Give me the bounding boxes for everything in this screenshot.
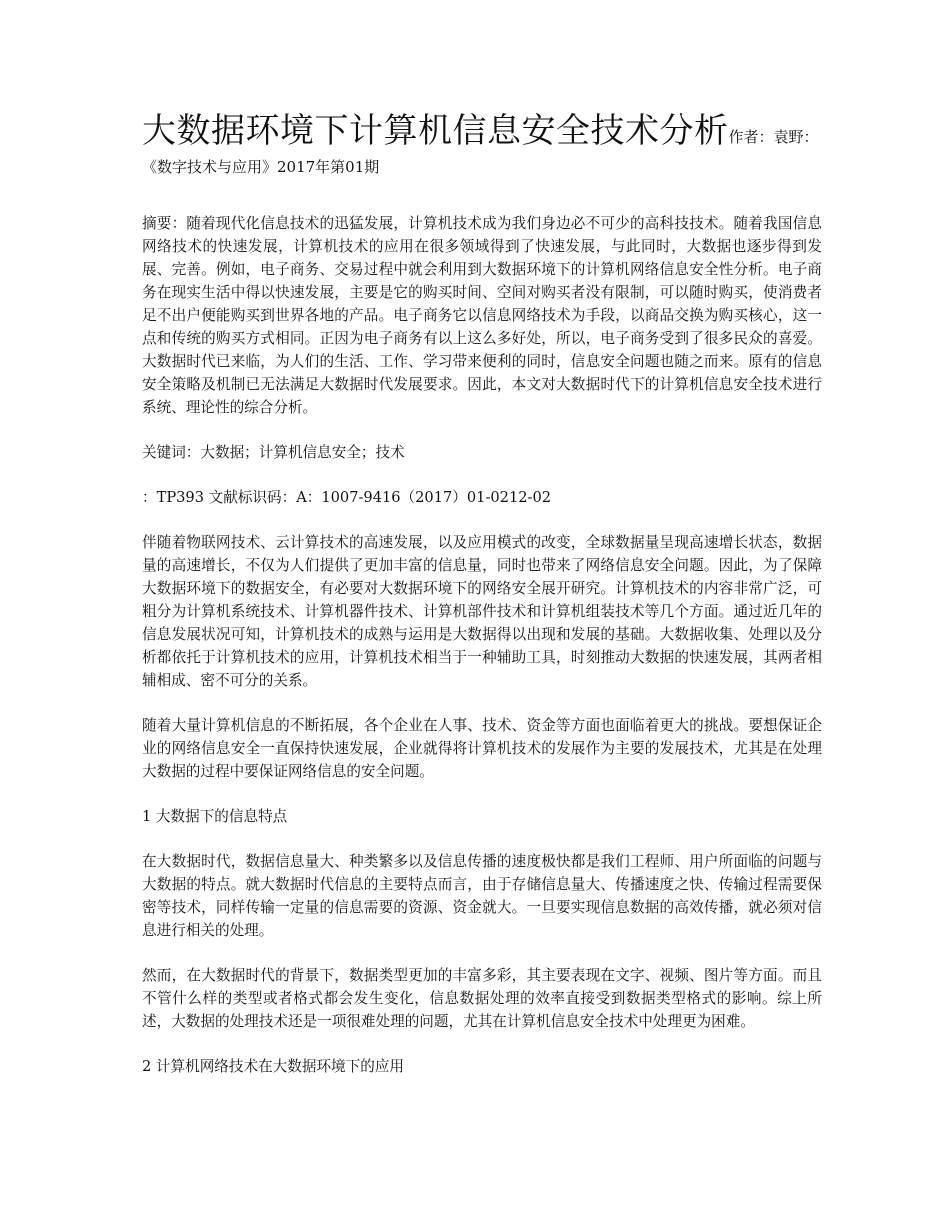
body-paragraph: 在大数据时代，数据信息量大、种类繁多以及信息传播的速度极快都是我们工程师、用户所面临的问题与大数据的特点。就大数据时代信息的主要特点而言，由于存储信息量大、传播速度之快、传输过程需要保密等技术，同样传输一定量的信息需要的资源、资金就大。一旦要实现信息数据的高效传播，就必须对信息进行相关的处理。 <box>142 853 822 939</box>
article-author: 作者：袁野： <box>728 128 819 146</box>
abstract: 摘要：随着现代化信息技术的迅猛发展，计算机技术成为我们身边必不可少的高科技技术。随着我国信息网络技术的快速发展，计算机技术的应用在很多领域得到了快速发展，与此同时，大数据也逐步得到发展、完善。例如，电子商务、交易过程中就会利用到大数据环境下的计算机网络信息安全性分析。电子商务在现实生活中得以快速发展，主要是它的购买时间、空间对购买者没有限制，可以随时购买，使消费者足不出户便能购买到世界各地的产品。电子商务它以信息网络技术为手段，以商品交换为购买核心，这一点和传统的购买方式相同。正因为电子商务有以上这么多好处，所以，电子商务受到了很多民众的喜爱。大数据时代已来临，为人们的生活、工作、学习带来便利的同时，信息安全问题也随之而来。原有的信息安全策略及机制已无法满足大数据时代发展要求。因此，本文对大数据时代下的计算机信息安全技术进行系统、理论性的综合分析。 <box>142 215 822 416</box>
section-heading: 1 大数据下的信息特点 <box>142 808 288 825</box>
title-block <box>142 108 822 180</box>
keywords: 关键词：大数据；计算机信息安全；技术 <box>142 444 405 461</box>
body-paragraph: 然而，在大数据时代的背景下，数据类型更加的丰富多彩，其主要表现在文字、视频、图片等方面。而且不管什么样的类型或者格式都会发生变化，信息数据处理的效率直接受到数据类型格式的影响。综上所述，大数据的处理技术还是一项很难处理的问题，尤其在计算机信息安全技术中处理更为困难。 <box>142 967 822 1030</box>
section-heading: 2 计算机网络技术在大数据环境下的应用 <box>142 1058 405 1075</box>
document-page <box>142 108 822 1100</box>
article-title: 大数据环境下计算机信息安全技术分析 <box>142 111 729 151</box>
body-paragraph: 伴随着物联网技术、云计算技术的高速发展，以及应用模式的改变，全球数据量呈现高速增长状态，数据量的高速增长，不仅为人们提供了更加丰富的信息量，同时也带来了网络信息安全问题。因此，为了保障大数据环境下的数据安全，有必要对大数据环境下的网络安全展开研究。计算机技术的内容非常广泛，可粗分为计算机系统技术、计算机器件技术、计算机部件技术和计算机组装技术等几个方面。通过近几年的信息发展状况可知，计算机技术的成熟与运用是大数据得以出现和发展的基础。大数据收集、处理以及分析都依托于计算机技术的应用，计算机技术相当于一种辅助工具，时刻推动大数据的快速发展，其两者相辅相成、密不可分的关系。 <box>142 534 822 689</box>
classification-code: ：TP393 文献标识码：A：1007-9416（2017）01-0212-02 <box>142 489 552 506</box>
article-source: 《数字技术与应用》2017年第01期 <box>142 158 380 176</box>
body-paragraph: 随着大量计算机信息的不断拓展，各个企业在人事、技术、资金等方面也面临着更大的挑战。要想保证企业的网络信息安全一直保持快速发展，企业就得将计算机技术的发展作为主要的发展技术，尤其是在处理大数据的过程中要保证网络信息的安全问题。 <box>142 717 822 780</box>
